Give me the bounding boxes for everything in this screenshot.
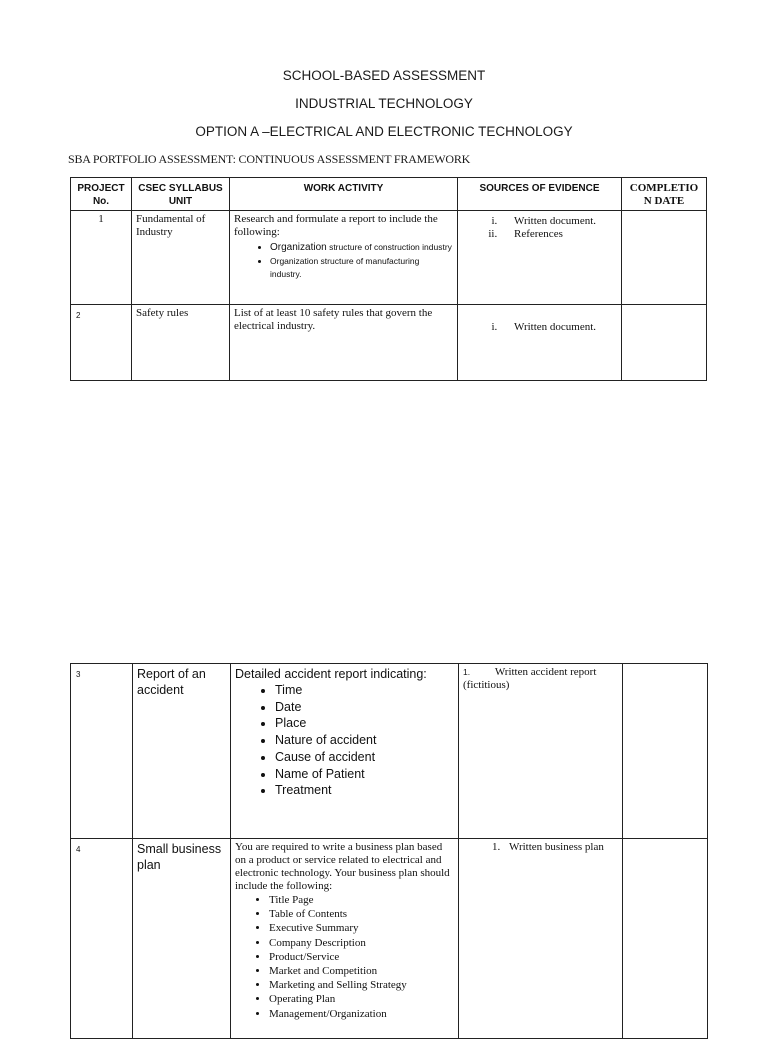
sources-of-evidence xyxy=(459,839,623,1039)
sources-of-evidence xyxy=(458,211,622,305)
list-item: • Title Page xyxy=(269,893,454,907)
completion-date xyxy=(622,211,707,305)
evidence-text: Written accident report (fictitious) xyxy=(463,666,597,691)
list-item: • Time xyxy=(275,682,454,699)
assessment-table-1 xyxy=(70,177,707,381)
list-item: • Date xyxy=(275,699,454,716)
work-activity-text: Detailed accident report indicating: xyxy=(235,667,427,681)
work-activity xyxy=(231,839,459,1039)
title-school-based-assessment: SCHOOL-BASED ASSESSMENT xyxy=(282,68,486,83)
project-number: 2 xyxy=(71,305,132,381)
table-row xyxy=(71,305,707,381)
evidence-number: 1. xyxy=(463,667,471,677)
list-item: 1. Written business plan xyxy=(503,841,618,854)
activity-bullets xyxy=(235,682,454,799)
syllabus-unit: Fundamental of Industry xyxy=(132,211,230,305)
evidence-list xyxy=(462,321,617,334)
col-work-activity: WORK ACTIVITY xyxy=(230,178,458,211)
bullet-text: structure of construction industry xyxy=(326,242,452,252)
evidence-list xyxy=(462,215,617,241)
syllabus-unit: Small business plan xyxy=(133,839,231,1039)
list-item: • Nature of accident xyxy=(275,732,454,749)
subtitle-portfolio-framework: SBA PORTFOLIO ASSESSMENT: CONTINUOUS ASSESSMENT FRAMEWORK xyxy=(68,152,471,166)
work-activity: List of at least 10 safety rules that govern the electrical industry. xyxy=(230,305,458,381)
work-activity xyxy=(231,664,459,839)
list-item: • Company Description xyxy=(269,936,454,950)
completion-date xyxy=(623,839,708,1039)
list-item: • Name of Patient xyxy=(275,766,454,783)
list-item: • Management/Organization xyxy=(269,1007,454,1021)
syllabus-unit: Safety rules xyxy=(132,305,230,381)
completion-date xyxy=(622,305,707,381)
list-item: ii. References xyxy=(500,228,617,241)
evidence-list xyxy=(463,841,618,854)
table-row xyxy=(71,839,708,1039)
list-item: • Executive Summary xyxy=(269,921,454,935)
list-item: i. Written document. xyxy=(500,215,617,228)
list-item: • Market and Competition xyxy=(269,964,454,978)
list-item: • Table of Contents xyxy=(269,907,454,921)
table-row xyxy=(71,664,708,839)
col-completion-date: COMPLETIO N DATE xyxy=(622,178,707,211)
list-item xyxy=(270,241,453,254)
activity-bullets xyxy=(235,893,454,1021)
assessment-table-2 xyxy=(70,663,708,1039)
table-row xyxy=(71,211,707,305)
completion-date xyxy=(623,664,708,839)
list-item: • Marketing and Selling Strategy xyxy=(269,978,454,992)
table-header-row xyxy=(71,178,707,211)
list-item: i. Written document. xyxy=(500,321,617,334)
project-number: 4 xyxy=(71,839,133,1039)
activity-bullets xyxy=(234,241,453,281)
project-number: 3 xyxy=(71,664,133,839)
list-item: • Product/Service xyxy=(269,950,454,964)
bullet-lead: Organization xyxy=(270,242,327,253)
title-industrial-technology: INDUSTRIAL TECHNOLOGY xyxy=(295,96,473,111)
sources-of-evidence xyxy=(459,664,623,839)
work-activity-text: You are required to write a business plan based on a product or service related to electrical and electronic technology. Your business plan should include the following: xyxy=(235,841,450,892)
list-item: • Cause of accident xyxy=(275,749,454,766)
list-item: • Treatment xyxy=(275,782,454,799)
project-number: 1 xyxy=(71,211,132,305)
syllabus-unit: Report of an accident xyxy=(133,664,231,839)
list-item: • Operating Plan xyxy=(269,992,454,1006)
list-item xyxy=(270,255,453,281)
work-activity xyxy=(230,211,458,305)
sources-of-evidence xyxy=(458,305,622,381)
col-project-no: PROJECT No. xyxy=(71,178,132,211)
bullet-text: Organization structure of manufacturing industry. xyxy=(270,256,420,279)
list-item: • Place xyxy=(275,715,454,732)
title-option-a: OPTION A –ELECTRICAL AND ELECTRONIC TECHNOLOGY xyxy=(195,124,573,139)
work-activity-text: Research and formulate a report to include the following: xyxy=(234,213,438,238)
col-sources-of-evidence: SOURCES OF EVIDENCE xyxy=(458,178,622,211)
col-syllabus-unit: CSEC SYLLABUS UNIT xyxy=(132,178,230,211)
